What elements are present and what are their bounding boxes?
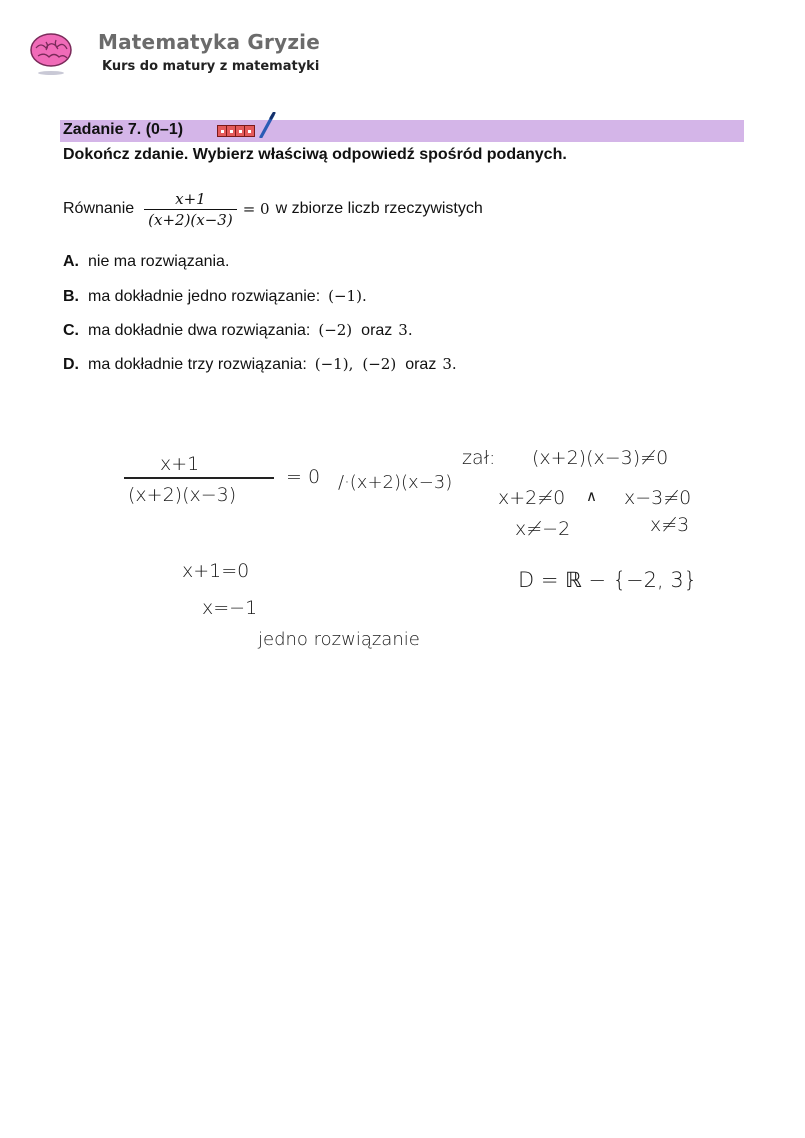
hw-equals-zero: = 0 (286, 466, 321, 488)
option-text: ma dokładnie jedno rozwiązanie: (88, 288, 321, 305)
option-letter: C. (63, 322, 79, 339)
equation-suffix: w zbiorze liczb rzeczywistych (275, 200, 483, 217)
difficulty-squares-icon (217, 125, 255, 137)
equation-statement (63, 189, 483, 229)
hw-numerator: x+1 (160, 453, 200, 475)
brand-subtitle: Kurs do matury z matematyki (102, 59, 320, 74)
option-letter: A. (63, 253, 79, 270)
task-header-bar (60, 120, 744, 142)
option-a[interactable] (63, 253, 460, 287)
option-math-2: 3. (442, 355, 457, 373)
hw-step2: x=−1 (202, 597, 258, 619)
option-tail: oraz (405, 356, 437, 373)
option-math: (−1), (314, 355, 354, 373)
hw-res2: x≠3 (650, 514, 690, 536)
brand-title: Matematyka Gryzie (98, 30, 320, 54)
hw-cond1: x+2≠0 (498, 487, 566, 509)
equation-equals: = 0 (242, 200, 270, 218)
option-d[interactable] (63, 355, 460, 389)
hw-cond2: x−3≠0 (624, 487, 692, 509)
fraction-numerator: x+1 (175, 189, 206, 208)
pen-icon (258, 112, 276, 138)
option-b[interactable] (63, 287, 460, 321)
option-letter: B. (63, 288, 79, 305)
hw-domain: D = ℝ − {−2, 3} (518, 568, 698, 592)
hw-denominator: (x+2)(x−3) (128, 484, 237, 506)
brain-icon (28, 30, 74, 76)
task-title: Zadanie 7. (0–1) (63, 121, 184, 138)
header (24, 26, 344, 86)
equation-prefix: Równanie (63, 200, 135, 217)
fraction (144, 190, 237, 229)
option-math-b: (−2) (362, 355, 397, 373)
hw-step1: x+1=0 (182, 560, 250, 582)
option-math-2: 3. (398, 321, 413, 339)
option-tail: oraz (361, 322, 393, 339)
hw-and-symbol: ∧ (586, 487, 597, 505)
option-text: ma dokładnie dwa rozwiązania: (88, 322, 311, 339)
option-math: (−1). (328, 287, 367, 305)
option-c[interactable] (63, 321, 460, 355)
option-text: ma dokładnie trzy rozwiązania: (88, 356, 307, 373)
hw-multiply: /·(x+2)(x−3) (338, 472, 453, 493)
task-instruction: Dokończ zdanie. Wybierz właściwą odpowiedź spośród podanych. (63, 146, 567, 163)
hw-fraction-bar (124, 477, 274, 479)
hw-res1: x≠−2 (515, 518, 571, 540)
fraction-denominator: (x+2)(x−3) (144, 209, 237, 229)
option-letter: D. (63, 356, 79, 373)
option-math: (−2) (318, 321, 353, 339)
hw-domain-condition: (x+2)(x−3)≠0 (532, 447, 669, 469)
option-text: nie ma rozwiązania. (88, 253, 230, 270)
hw-domain-label: zał: (462, 447, 496, 469)
hw-conclusion: jedno rozwiązanie (258, 629, 420, 650)
answer-options (63, 253, 460, 389)
